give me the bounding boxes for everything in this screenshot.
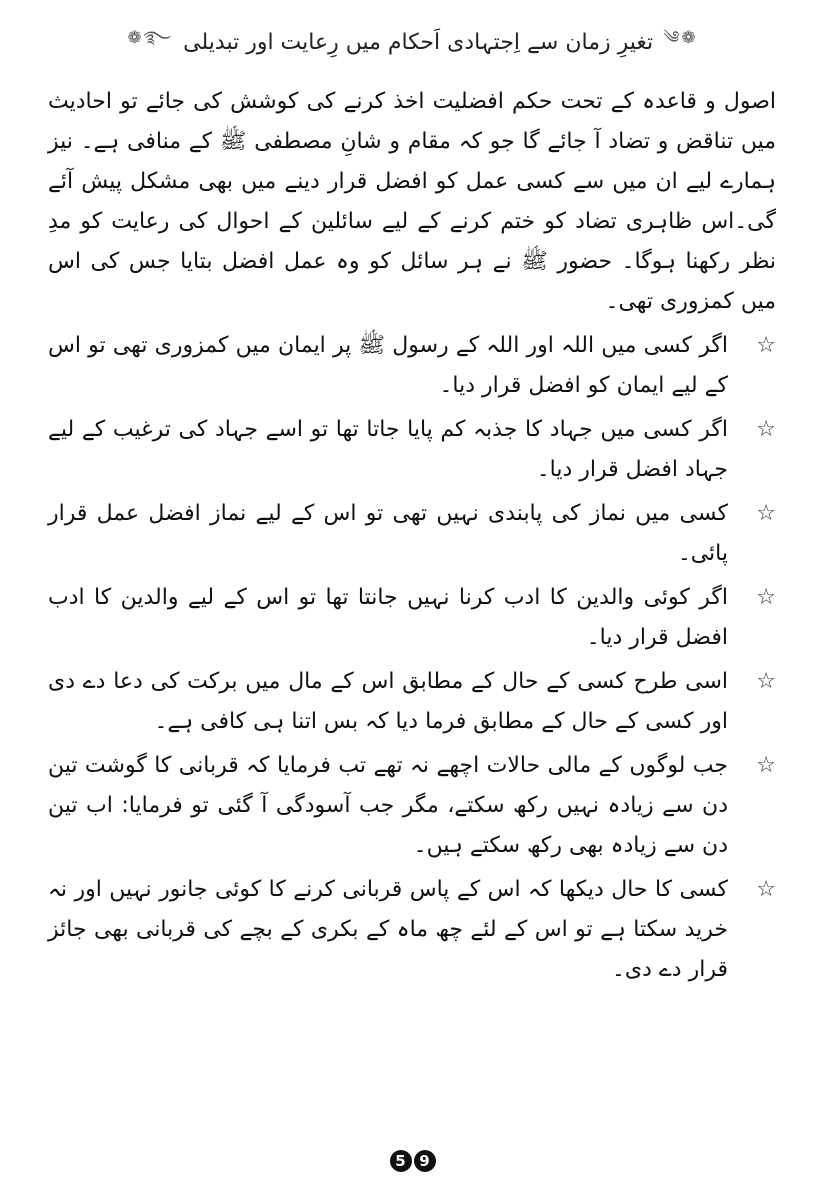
list-item (48, 746, 776, 866)
star-icon: ☆ (756, 417, 776, 442)
list-item (48, 870, 776, 990)
list-item (48, 662, 776, 742)
intro-paragraph: اصول و قاعدہ کے تحت حکم افضلیت اخذ کرنے کی کوشش کی جائے تو احادیث میں تناقض و تضاد آ جائے گا جو کہ مقام و شانِ مصطفی ﷺ کے منافی ہے۔ نیز ہمارے لیے ان میں سے کسی عمل کو افضل قرار دینے میں بھی مشکل پیش آئے گی۔اس ظاہری تضاد کو ختم کرنے کے لیے سائلین کے احوال کی رعایت کو مدِ نظر رکھنا ہوگا۔ حضور ﷺ نے ہر سائل کو وہ عمل افضل بتایا جس کی اس میں کمزوری تھی۔ (48, 89, 776, 314)
star-icon: ☆ (756, 669, 776, 694)
list-item (48, 326, 776, 406)
page-body (48, 82, 776, 994)
star-icon: ☆ (756, 585, 776, 610)
star-icon: ☆ (756, 877, 776, 902)
list-item-text: اگر کسی میں جہاد کا جذبہ کم پایا جاتا تھا تو اسے جہاد کی ترغیب کے لیے جہاد افضل قرار دیا۔ (48, 417, 728, 482)
bullet-list (48, 326, 776, 990)
list-item-text: جب لوگوں کے مالی حالات اچھے نہ تھے تب فرمایا کہ قربانی کا گوشت تین دن سے زیادہ نہیں رکھ سکتے، مگر جب آسودگی آ گئی تو فرمایا: اب تین دن سے زیادہ بھی رکھ سکتے ہیں۔ (48, 753, 728, 858)
page-number (0, 1150, 825, 1172)
header-title: تغیرِ زمان سے اِجتہادی اَحکام میں رِعایت اور تبدیلی (183, 29, 654, 55)
star-icon: ☆ (756, 333, 776, 358)
list-item-text: اگر کوئی والدین کا ادب کرنا نہیں جانتا تھا تو اس کے لیے والدین کا ادب افضل قرار دیا۔ (48, 585, 728, 650)
header-ornament-right: ❁༄ (663, 28, 698, 48)
list-item (48, 578, 776, 658)
page-number-digit: 9 (414, 1150, 436, 1172)
header-ornament-left: ࿐❁ (127, 28, 174, 48)
list-item-text: اگر کسی میں اللہ اور اللہ کے رسول ﷺ پر ایمان میں کمزوری تھی تو اس کے لیے ایمان کو افضل قرار دیا۔ (48, 333, 728, 398)
page-number-digit: 5 (390, 1150, 412, 1172)
star-icon: ☆ (756, 501, 776, 526)
list-item-text: کسی میں نماز کی پابندی نہیں تھی تو اس کے لیے نماز افضل عمل قرار پائی۔ (48, 501, 728, 566)
star-icon: ☆ (756, 753, 776, 778)
running-header (0, 22, 825, 62)
list-item-text: کسی کا حال دیکھا کہ اس کے پاس قربانی کرنے کا کوئی جانور نہیں اور نہ خرید سکتا ہے تو اس کے لئے چھ ماہ کے بکری کے بچے کی قربانی بھی جائز قرار دے دی۔ (48, 877, 728, 982)
list-item (48, 494, 776, 574)
list-item-text: اسی طرح کسی کے حال کے مطابق اس کے مال میں برکت کی دعا دے دی اور کسی کے حال کے مطابق فرما دیا کہ بس اتنا ہی کافی ہے۔ (48, 669, 728, 734)
list-item (48, 410, 776, 490)
